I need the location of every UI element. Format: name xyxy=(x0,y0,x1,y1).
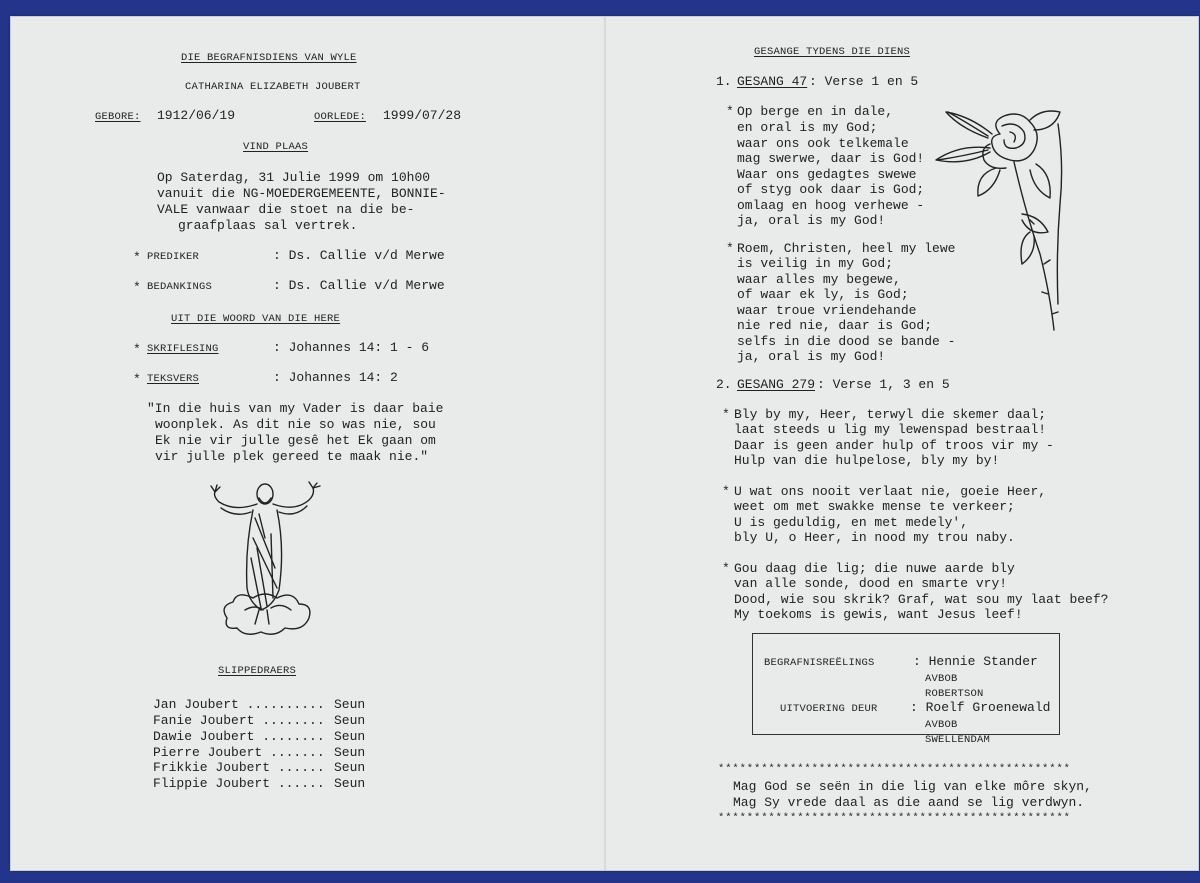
bullet: * xyxy=(726,104,734,119)
stanza-line: en oral is my God; xyxy=(737,120,878,135)
bullet: * xyxy=(722,561,730,576)
stanza-line: My toekoms is gewis, want Jesus leef! xyxy=(734,607,1023,622)
quote-line: "In die huis van my Vader is daar baie xyxy=(147,401,444,416)
stanza-line: Waar ons gedagtes swewe xyxy=(737,167,917,182)
venue-heading: VIND PLAAS xyxy=(243,141,309,153)
blessing-line: Mag God se seën in die lig van elke môre skyn, xyxy=(733,779,1092,794)
executed-line: : Roelf Groenewald xyxy=(910,700,1051,715)
died-date: 1999/07/28 xyxy=(383,108,462,123)
pallbearer-relation: Seun xyxy=(334,760,366,775)
born-label: GEBORE: xyxy=(95,111,141,123)
stanza-line: mag swerwe, daar is God! xyxy=(737,151,925,166)
text-label: TEKSVERS xyxy=(147,373,200,385)
stanza-line: Hulp van die hulpelose, bly my by! xyxy=(734,453,1000,468)
service-title: DIE BEGRAFNISDIENS VAN WYLE xyxy=(181,52,357,64)
reading-label: SKRIFLESING xyxy=(147,343,219,355)
arrangements-line: : Hennie Stander xyxy=(913,654,1038,669)
stanza-line: of waar ek ly, is God; xyxy=(737,287,909,302)
stanza-line: laat steeds u lig my lewenspad bestraal! xyxy=(734,422,1047,437)
pallbearer-name: Dawie Joubert ........ xyxy=(153,729,325,744)
text-value: : Johannes 14: 2 xyxy=(273,370,398,385)
venue-line: graafplaas sal vertrek. xyxy=(178,218,358,233)
stanza-line: bly U, o Heer, in nood my trou naby. xyxy=(734,530,1015,545)
jesus-ascension-illustration xyxy=(205,478,330,643)
stanza-line: van alle sonde, dood en smarte vry! xyxy=(734,576,1008,591)
pallbearer-relation: Seun xyxy=(334,713,366,728)
venue-line: vanuit die NG-MOEDERGEMEENTE, BONNIE- xyxy=(157,186,446,201)
bullet: * xyxy=(722,484,730,499)
stanza-line: ja, oral is my God! xyxy=(737,349,886,364)
arrangements-label: BEGRAFNISREËLINGS xyxy=(764,657,875,669)
stanza-line: of styg ook daar is God; xyxy=(737,182,925,197)
word-heading: UIT DIE WOORD VAN DIE HERE xyxy=(171,313,341,325)
pallbearer-name: Jan Joubert .......... xyxy=(153,697,325,712)
reading-value: : Johannes 14: 1 - 6 xyxy=(273,340,430,355)
thanks-label: BEDANKINGS xyxy=(147,281,213,293)
stars-divider-top: ************************************************* xyxy=(718,763,1071,775)
stanza-line: waar troue vriendehande xyxy=(737,303,917,318)
center-fold xyxy=(604,17,606,870)
stanza-line: selfs in die dood se bande - xyxy=(737,334,956,349)
stanza-line: nie red nie, daar is God; xyxy=(737,318,933,333)
stanza-line: Op berge en in dale, xyxy=(737,104,894,119)
executed-line: SWELLENDAM xyxy=(925,734,991,746)
pallbearer-name: Flippie Joubert ...... xyxy=(153,776,325,791)
stanza-line: Roem, Christen, heel my lewe xyxy=(737,241,956,256)
preacher-label: PREDIKER xyxy=(147,251,200,263)
hymn1-verses: : Verse 1 en 5 xyxy=(809,74,919,89)
arrangements-box xyxy=(752,633,1060,735)
hymn2-verses: : Verse 1, 3 en 5 xyxy=(817,377,950,392)
quote-line: vir julle plek gereed te maak nie." xyxy=(155,449,429,464)
stanza-line: Gou daag die lig; die nuwe aarde bly xyxy=(734,561,1015,576)
stanza-line: waar ons ook telkemale xyxy=(737,136,909,151)
hymn1-title: GESANG 47 xyxy=(737,74,808,89)
stanza-line: U wat ons nooit verlaat nie, goeie Heer, xyxy=(734,484,1047,499)
stanza-line: is veilig in my God; xyxy=(737,256,894,271)
pallbearer-relation: Seun xyxy=(334,745,366,760)
stanza-line: U is geduldig, en met medely', xyxy=(734,515,969,530)
deceased-name: CATHARINA ELIZABETH JOUBERT xyxy=(185,81,361,93)
born-date: 1912/06/19 xyxy=(157,108,236,123)
pallbearer-relation: Seun xyxy=(334,697,366,712)
stanza-line: waar alles my begewe, xyxy=(737,272,901,287)
hymn2-number: 2. xyxy=(716,377,732,392)
bullet: * xyxy=(722,407,730,422)
stanza-line: Dood, wie sou skrik? Graf, wat sou my laat beef? xyxy=(734,592,1109,607)
blessing-line: Mag Sy vrede daal as die aand se lig verdwyn. xyxy=(733,795,1085,810)
pallbearer-name: Frikkie Joubert ...... xyxy=(153,760,325,775)
venue-line: VALE vanwaar die stoet na die be- xyxy=(157,202,415,217)
preacher-value: : Ds. Callie v/d Merwe xyxy=(273,248,445,263)
stars-divider-bottom: ************************************************* xyxy=(718,812,1071,824)
bullet: * xyxy=(133,280,141,295)
pallbearer-name: Fanie Joubert ........ xyxy=(153,713,325,728)
stanza-line: omlaag en hoog verhewe - xyxy=(737,198,925,213)
bullet: * xyxy=(133,342,141,357)
venue-line: Op Saterdag, 31 Julie 1999 om 10h00 xyxy=(157,170,431,185)
bullet: * xyxy=(133,250,141,265)
stanza-line: ja, oral is my God! xyxy=(737,213,886,228)
quote-line: Ek nie vir julle gesê het Ek gaan om xyxy=(155,433,436,448)
pallbearer-relation: Seun xyxy=(334,776,366,791)
executed-label: UITVOERING DEUR xyxy=(780,703,878,715)
bullet: * xyxy=(726,241,734,256)
bullet: * xyxy=(133,372,141,387)
pallbearer-name: Pierre Joubert ....... xyxy=(153,745,325,760)
rose-illustration xyxy=(930,104,1070,336)
executed-line: AVBOB xyxy=(925,719,958,731)
pallbearer-relation: Seun xyxy=(334,729,366,744)
died-label: OORLEDE: xyxy=(314,111,367,123)
quote-line: woonplek. As dit nie so was nie, sou xyxy=(155,417,436,432)
hymns-heading: GESANGE TYDENS DIE DIENS xyxy=(754,46,911,58)
thanks-value: : Ds. Callie v/d Merwe xyxy=(273,278,445,293)
stanza-line: weet om met swakke mense te verkeer; xyxy=(734,499,1015,514)
arrangements-line: ROBERTSON xyxy=(925,688,984,700)
stanza-line: Daar is geen ander hulp of troos vir my - xyxy=(734,438,1054,453)
pallbearers-heading: SLIPPEDRAERS xyxy=(218,665,297,677)
hymn2-title: GESANG 279 xyxy=(737,377,816,392)
arrangements-line: AVBOB xyxy=(925,673,958,685)
stanza-line: Bly by my, Heer, terwyl die skemer daal; xyxy=(734,407,1047,422)
hymn1-number: 1. xyxy=(716,74,732,89)
